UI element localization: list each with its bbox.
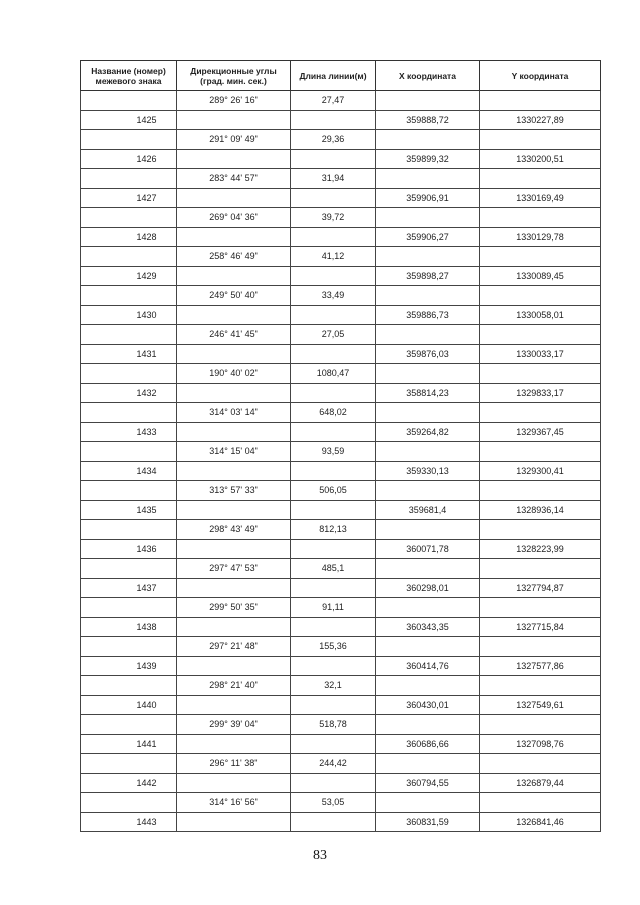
direction-angle-cell (177, 578, 291, 598)
direction-angle-cell (177, 812, 291, 832)
y-coordinate-cell: 1328936,14 (480, 500, 601, 520)
mark-row (81, 383, 601, 403)
mark-name-cell (81, 325, 177, 345)
direction-angle-cell (177, 422, 291, 442)
y-coordinate-cell: 1326841,46 (480, 812, 601, 832)
x-coordinate-cell (376, 286, 480, 306)
segment-row (81, 754, 601, 774)
x-coordinate-cell (376, 715, 480, 735)
x-coordinate-cell (376, 793, 480, 813)
x-coordinate-cell: 360430,01 (376, 695, 480, 715)
table-body (81, 91, 601, 832)
mark-name-cell: 1433 (81, 422, 177, 442)
direction-angle-cell: 291° 09' 49" (177, 130, 291, 150)
mark-name-cell: 1431 (81, 344, 177, 364)
mark-name-cell: 1441 (81, 734, 177, 754)
mark-name-cell (81, 793, 177, 813)
x-coordinate-cell: 360298,01 (376, 578, 480, 598)
mark-name-cell: 1426 (81, 149, 177, 169)
y-coordinate-cell (480, 598, 601, 618)
x-coordinate-cell (376, 442, 480, 462)
header-row (81, 61, 601, 91)
segment-row (81, 403, 601, 423)
line-length-cell (291, 227, 376, 247)
mark-row (81, 656, 601, 676)
y-coordinate-cell: 1330033,17 (480, 344, 601, 364)
direction-angle-cell: 314° 15' 04" (177, 442, 291, 462)
line-length-cell: 812,13 (291, 520, 376, 540)
y-coordinate-cell (480, 637, 601, 657)
y-coordinate-cell: 1330200,51 (480, 149, 601, 169)
direction-angle-cell (177, 188, 291, 208)
direction-angle-cell (177, 461, 291, 481)
segment-row (81, 208, 601, 228)
x-coordinate-cell: 359906,27 (376, 227, 480, 247)
y-coordinate-cell (480, 208, 601, 228)
x-coordinate-cell (376, 559, 480, 579)
mark-name-cell (81, 286, 177, 306)
line-length-cell (291, 812, 376, 832)
segment-row (81, 559, 601, 579)
mark-name-cell: 1428 (81, 227, 177, 247)
direction-angle-cell: 246° 41' 45" (177, 325, 291, 345)
y-coordinate-cell: 1326879,44 (480, 773, 601, 793)
line-length-cell: 33,49 (291, 286, 376, 306)
y-coordinate-cell (480, 364, 601, 384)
direction-angle-cell: 297° 47' 53" (177, 559, 291, 579)
direction-angle-cell: 190° 40' 02" (177, 364, 291, 384)
y-coordinate-cell: 1329367,45 (480, 422, 601, 442)
line-length-cell: 93,59 (291, 442, 376, 462)
header-direction-angle: Дирекционные углы (град. мин. сек.) (177, 61, 291, 91)
line-length-cell: 485,1 (291, 559, 376, 579)
table-header (81, 61, 601, 91)
line-length-cell (291, 578, 376, 598)
direction-angle-cell (177, 500, 291, 520)
x-coordinate-cell: 360343,35 (376, 617, 480, 637)
direction-angle-cell: 314° 03' 14" (177, 403, 291, 423)
direction-angle-cell (177, 773, 291, 793)
mark-row (81, 695, 601, 715)
mark-name-cell (81, 208, 177, 228)
mark-row (81, 578, 601, 598)
line-length-cell (291, 305, 376, 325)
line-length-cell: 506,05 (291, 481, 376, 501)
mark-name-cell: 1435 (81, 500, 177, 520)
x-coordinate-cell: 359876,03 (376, 344, 480, 364)
y-coordinate-cell: 1329833,17 (480, 383, 601, 403)
line-length-cell: 27,47 (291, 91, 376, 111)
x-coordinate-cell: 360414,76 (376, 656, 480, 676)
line-length-cell: 244,42 (291, 754, 376, 774)
direction-angle-cell: 298° 21' 40" (177, 676, 291, 696)
direction-angle-cell (177, 617, 291, 637)
line-length-cell: 41,12 (291, 247, 376, 267)
mark-name-cell (81, 364, 177, 384)
direction-angle-cell (177, 695, 291, 715)
mark-name-cell (81, 442, 177, 462)
segment-row (81, 481, 601, 501)
mark-name-cell: 1442 (81, 773, 177, 793)
y-coordinate-cell (480, 520, 601, 540)
mark-name-cell (81, 169, 177, 189)
x-coordinate-cell: 359886,73 (376, 305, 480, 325)
y-coordinate-cell: 1327549,61 (480, 695, 601, 715)
x-coordinate-cell (376, 598, 480, 618)
mark-name-cell (81, 715, 177, 735)
mark-name-cell (81, 403, 177, 423)
mark-row (81, 773, 601, 793)
y-coordinate-cell: 1328223,99 (480, 539, 601, 559)
y-coordinate-cell: 1327715,84 (480, 617, 601, 637)
direction-angle-cell: 249° 50' 40" (177, 286, 291, 306)
x-coordinate-cell: 359330,13 (376, 461, 480, 481)
line-length-cell (291, 773, 376, 793)
x-coordinate-cell (376, 325, 480, 345)
direction-angle-cell: 299° 50' 35" (177, 598, 291, 618)
mark-name-cell: 1436 (81, 539, 177, 559)
line-length-cell: 1080,47 (291, 364, 376, 384)
direction-angle-cell: 283° 44' 57" (177, 169, 291, 189)
mark-name-cell (81, 91, 177, 111)
y-coordinate-cell (480, 403, 601, 423)
direction-angle-cell: 298° 43' 49" (177, 520, 291, 540)
line-length-cell: 39,72 (291, 208, 376, 228)
y-coordinate-cell: 1330227,89 (480, 110, 601, 130)
segment-row (81, 169, 601, 189)
segment-row (81, 637, 601, 657)
x-coordinate-cell: 360071,78 (376, 539, 480, 559)
mark-name-cell (81, 520, 177, 540)
mark-name-cell (81, 247, 177, 267)
x-coordinate-cell (376, 676, 480, 696)
segment-row (81, 247, 601, 267)
mark-name-cell: 1440 (81, 695, 177, 715)
mark-name-cell (81, 637, 177, 657)
mark-name-cell: 1443 (81, 812, 177, 832)
y-coordinate-cell (480, 481, 601, 501)
header-y-coordinate: Y координата (480, 61, 601, 91)
line-length-cell (291, 149, 376, 169)
y-coordinate-cell: 1330089,45 (480, 266, 601, 286)
line-length-cell (291, 188, 376, 208)
x-coordinate-cell: 359888,72 (376, 110, 480, 130)
line-length-cell (291, 422, 376, 442)
x-coordinate-cell (376, 91, 480, 111)
direction-angle-cell (177, 539, 291, 559)
line-length-cell: 155,36 (291, 637, 376, 657)
mark-name-cell: 1438 (81, 617, 177, 637)
line-length-cell (291, 344, 376, 364)
segment-row (81, 676, 601, 696)
line-length-cell (291, 383, 376, 403)
line-length-cell: 518,78 (291, 715, 376, 735)
mark-name-cell: 1434 (81, 461, 177, 481)
y-coordinate-cell: 1327098,76 (480, 734, 601, 754)
mark-row (81, 149, 601, 169)
direction-angle-cell (177, 734, 291, 754)
mark-row (81, 812, 601, 832)
line-length-cell: 31,94 (291, 169, 376, 189)
y-coordinate-cell (480, 169, 601, 189)
line-length-cell: 91,11 (291, 598, 376, 618)
line-length-cell (291, 695, 376, 715)
mark-row (81, 227, 601, 247)
line-length-cell: 648,02 (291, 403, 376, 423)
header-x-coordinate: X координата (376, 61, 480, 91)
mark-row (81, 617, 601, 637)
segment-row (81, 364, 601, 384)
direction-angle-cell: 296° 11' 38" (177, 754, 291, 774)
y-coordinate-cell: 1329300,41 (480, 461, 601, 481)
direction-angle-cell (177, 149, 291, 169)
x-coordinate-cell (376, 208, 480, 228)
y-coordinate-cell (480, 286, 601, 306)
x-coordinate-cell: 359681,4 (376, 500, 480, 520)
line-length-cell (291, 734, 376, 754)
boundary-marks-table (80, 60, 601, 832)
x-coordinate-cell: 359906,91 (376, 188, 480, 208)
x-coordinate-cell: 360794,55 (376, 773, 480, 793)
mark-name-cell: 1427 (81, 188, 177, 208)
line-length-cell (291, 617, 376, 637)
mark-name-cell (81, 481, 177, 501)
direction-angle-cell: 299° 39' 04" (177, 715, 291, 735)
segment-row (81, 325, 601, 345)
direction-angle-cell (177, 656, 291, 676)
x-coordinate-cell (376, 754, 480, 774)
y-coordinate-cell: 1330058,01 (480, 305, 601, 325)
y-coordinate-cell (480, 754, 601, 774)
x-coordinate-cell (376, 169, 480, 189)
direction-angle-cell: 297° 21' 48" (177, 637, 291, 657)
mark-row (81, 539, 601, 559)
segment-row (81, 520, 601, 540)
line-length-cell (291, 500, 376, 520)
mark-row (81, 266, 601, 286)
segment-row (81, 715, 601, 735)
line-length-cell: 27,05 (291, 325, 376, 345)
direction-angle-cell: 258° 46' 49" (177, 247, 291, 267)
x-coordinate-cell (376, 403, 480, 423)
direction-angle-cell (177, 110, 291, 130)
direction-angle-cell (177, 305, 291, 325)
mark-name-cell: 1437 (81, 578, 177, 598)
y-coordinate-cell: 1327577,86 (480, 656, 601, 676)
y-coordinate-cell (480, 442, 601, 462)
mark-name-cell (81, 559, 177, 579)
y-coordinate-cell (480, 247, 601, 267)
y-coordinate-cell (480, 91, 601, 111)
mark-name-cell (81, 676, 177, 696)
mark-row (81, 344, 601, 364)
direction-angle-cell (177, 344, 291, 364)
line-length-cell (291, 539, 376, 559)
x-coordinate-cell: 360686,66 (376, 734, 480, 754)
mark-name-cell: 1439 (81, 656, 177, 676)
y-coordinate-cell (480, 325, 601, 345)
mark-name-cell: 1429 (81, 266, 177, 286)
segment-row (81, 442, 601, 462)
y-coordinate-cell (480, 676, 601, 696)
segment-row (81, 598, 601, 618)
segment-row (81, 91, 601, 111)
mark-row (81, 422, 601, 442)
direction-angle-cell (177, 383, 291, 403)
x-coordinate-cell: 358814,23 (376, 383, 480, 403)
y-coordinate-cell: 1327794,87 (480, 578, 601, 598)
direction-angle-cell (177, 227, 291, 247)
mark-name-cell: 1425 (81, 110, 177, 130)
mark-row (81, 500, 601, 520)
mark-row (81, 734, 601, 754)
x-coordinate-cell (376, 130, 480, 150)
x-coordinate-cell (376, 637, 480, 657)
header-line-length: Длина линии(м) (291, 61, 376, 91)
x-coordinate-cell (376, 247, 480, 267)
direction-angle-cell: 289° 26' 16" (177, 91, 291, 111)
mark-row (81, 110, 601, 130)
x-coordinate-cell: 359899,32 (376, 149, 480, 169)
mark-row (81, 305, 601, 325)
mark-name-cell (81, 754, 177, 774)
direction-angle-cell: 313° 57' 33" (177, 481, 291, 501)
mark-name-cell: 1430 (81, 305, 177, 325)
mark-name-cell (81, 598, 177, 618)
y-coordinate-cell (480, 559, 601, 579)
y-coordinate-cell: 1330169,49 (480, 188, 601, 208)
x-coordinate-cell: 359898,27 (376, 266, 480, 286)
line-length-cell: 29,36 (291, 130, 376, 150)
line-length-cell (291, 656, 376, 676)
line-length-cell (291, 266, 376, 286)
segment-row (81, 130, 601, 150)
line-length-cell (291, 461, 376, 481)
y-coordinate-cell (480, 130, 601, 150)
header-mark-name: Название (номер) межевого знака (81, 61, 177, 91)
x-coordinate-cell (376, 520, 480, 540)
y-coordinate-cell (480, 715, 601, 735)
x-coordinate-cell: 360831,59 (376, 812, 480, 832)
x-coordinate-cell: 359264,82 (376, 422, 480, 442)
mark-name-cell (81, 130, 177, 150)
line-length-cell: 32,1 (291, 676, 376, 696)
x-coordinate-cell (376, 364, 480, 384)
segment-row (81, 793, 601, 813)
mark-name-cell: 1432 (81, 383, 177, 403)
line-length-cell: 53,05 (291, 793, 376, 813)
x-coordinate-cell (376, 481, 480, 501)
mark-row (81, 188, 601, 208)
segment-row (81, 286, 601, 306)
y-coordinate-cell (480, 793, 601, 813)
mark-row (81, 461, 601, 481)
direction-angle-cell: 314° 16' 56" (177, 793, 291, 813)
line-length-cell (291, 110, 376, 130)
page-number: 83 (313, 848, 327, 863)
direction-angle-cell: 269° 04' 36" (177, 208, 291, 228)
direction-angle-cell (177, 266, 291, 286)
y-coordinate-cell: 1330129,78 (480, 227, 601, 247)
